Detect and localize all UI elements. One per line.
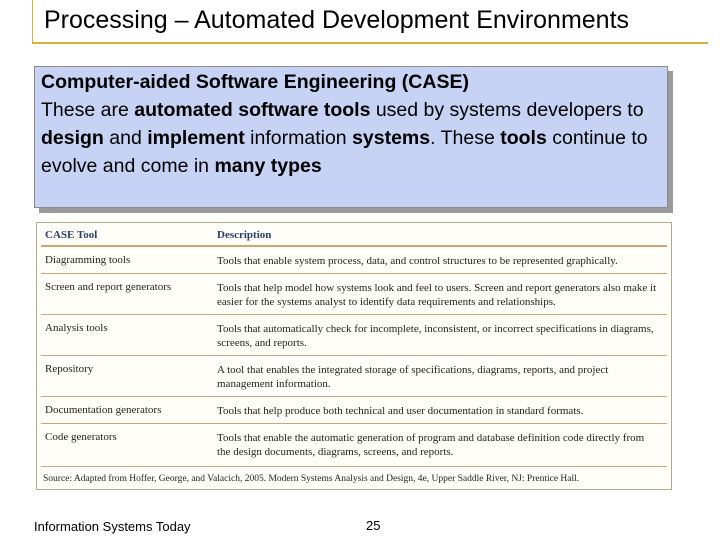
body-emphasis: tools: [500, 127, 547, 149]
row-tool: Diagramming tools: [45, 254, 131, 266]
row-tool: Screen and report generators: [45, 281, 172, 293]
row-description: Tools that automatically check for incomplete, inconsistent, or incorrect specifications in diagrams, screens, and reports.: [217, 323, 654, 349]
body-emphasis: systems: [352, 127, 431, 149]
table-header: [37, 223, 671, 245]
body-fragment: continue to evolve and come in: [41, 127, 648, 177]
footer-course-title: Information Systems Today: [34, 519, 191, 534]
case-heading: Computer-aided Software Engineering (CASE): [41, 71, 469, 93]
table-source-note: Source: Adapted from Hoffer, George, and Valacich, 2005. Modern Systems Analysis and Design, 4e, Upper Saddle River, NJ: Prentice Hall.: [43, 474, 580, 484]
body-emphasis: automated software tools: [134, 99, 371, 121]
table-row: [41, 397, 667, 424]
body-emphasis: many types: [214, 155, 322, 177]
body-fragment: and: [103, 127, 148, 149]
table-row: [41, 247, 667, 274]
case-body-text: [41, 99, 648, 177]
title-underline: [32, 42, 708, 44]
case-tools-table: [36, 222, 672, 490]
row-tool: Analysis tools: [45, 322, 108, 334]
row-description: Tools that enable the automatic generation of program and database definition code directly from the design documents, diagrams, screens, and reports.: [217, 432, 645, 458]
row-description: A tool that enables the integrated storage of specifications, diagrams, reports, and project management information.: [217, 364, 609, 390]
body-fragment: information: [244, 127, 353, 149]
slide-title: Processing – Automated Development Environments: [44, 6, 630, 34]
row-description: Tools that help model how systems look and feel to users. Screen and report generators also make it easier for the systems analyst to identify data requirements and relationships.: [217, 282, 657, 308]
row-description: Tools that help produce both technical and user documentation in standard formats.: [217, 405, 584, 417]
body-emphasis: design: [41, 127, 104, 149]
row-tool: Repository: [45, 363, 94, 375]
table-row: [41, 315, 667, 356]
body-fragment: . These: [430, 127, 501, 149]
header-case-tool: CASE Tool: [45, 229, 98, 241]
body-fragment: used by systems developers to: [370, 99, 644, 121]
header-description: Description: [217, 229, 272, 241]
row-tool: Code generators: [45, 431, 117, 443]
page-number: 25: [366, 518, 381, 533]
case-definition-box: [34, 66, 668, 208]
table-row: [41, 274, 667, 315]
row-description: Tools that enable system process, data, and control structures to be represented graphically.: [217, 255, 618, 267]
title-accent-line: [32, 0, 33, 42]
row-tool: Documentation generators: [45, 404, 162, 416]
body-fragment: These are: [41, 99, 135, 121]
table-row: [41, 424, 667, 467]
table-row: [41, 356, 667, 397]
body-emphasis: implement: [147, 127, 245, 149]
